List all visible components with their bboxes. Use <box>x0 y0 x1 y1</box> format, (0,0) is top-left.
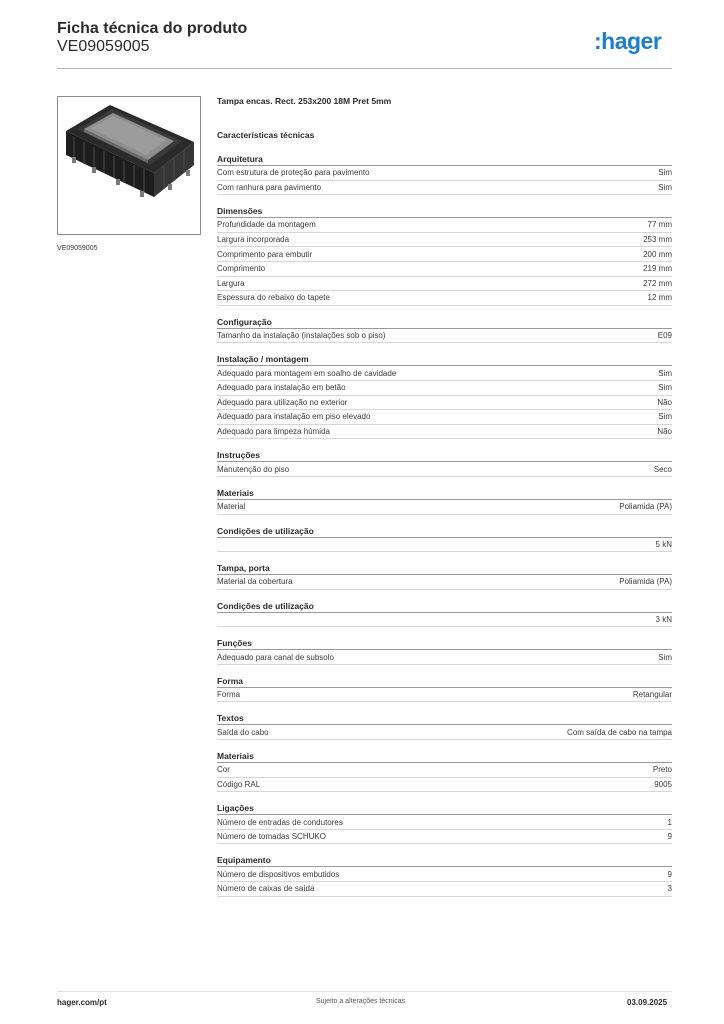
spec-row <box>217 291 672 306</box>
product-name: Tampa encas. Rect. 253x200 18M Pret 5mm <box>217 96 392 106</box>
spec-group-title: Funções <box>217 637 672 650</box>
page-title: Ficha técnica do produto <box>57 20 248 37</box>
spec-value: 3 kN <box>655 614 672 624</box>
spec-group <box>217 487 672 515</box>
spec-label: Cor <box>217 765 230 775</box>
spec-value: Seco <box>653 464 672 474</box>
spec-groups <box>217 153 672 897</box>
spec-group <box>217 205 672 306</box>
spec-label: Código RAL <box>217 779 261 789</box>
spec-value: 253 mm <box>643 235 672 245</box>
section-heading: Características técnicas <box>217 130 315 140</box>
spec-row <box>217 247 672 262</box>
spec-row <box>217 329 672 344</box>
spec-group-title: Tampa, porta <box>217 562 672 575</box>
spec-row <box>217 396 672 411</box>
spec-group <box>217 802 672 844</box>
product-image <box>57 96 201 235</box>
spec-label: Largura incorporada <box>217 235 290 245</box>
spec-value: 272 mm <box>643 278 672 288</box>
spec-value: Sim <box>658 412 672 422</box>
spec-value: 3 <box>667 884 672 894</box>
spec-value: Sim <box>658 652 672 662</box>
spec-group-title: Instruções <box>217 449 672 462</box>
spec-group <box>217 600 672 628</box>
spec-row <box>217 882 672 897</box>
spec-value: E09 <box>657 331 672 341</box>
spec-label: Com ranhura para pavimento <box>217 182 322 192</box>
spec-label: Material da cobertura <box>217 577 293 587</box>
spec-group <box>217 750 672 792</box>
spec-value: 1 <box>667 817 672 827</box>
spec-row <box>217 500 672 515</box>
brand-logo: :hager <box>594 28 662 54</box>
spec-group <box>217 525 672 553</box>
spec-row <box>217 867 672 882</box>
image-caption: VE09059005 <box>57 245 98 252</box>
spec-group-title: Arquitetura <box>217 153 672 166</box>
spec-row <box>217 218 672 233</box>
spec-row <box>217 725 672 740</box>
spec-value: Sim <box>658 182 672 192</box>
spec-label: Forma <box>217 690 241 700</box>
spec-row <box>217 613 672 628</box>
spec-row <box>217 688 672 703</box>
spec-label: Comprimento <box>217 264 266 274</box>
spec-group-title: Equipamento <box>217 854 672 867</box>
spec-row <box>217 425 672 440</box>
spec-label: Adequado para canal de subsolo <box>217 652 334 662</box>
spec-row <box>217 778 672 793</box>
spec-label: Número de dispositivos embutidos <box>217 869 340 879</box>
spec-label: Saída do cabo <box>217 727 269 737</box>
spec-label: Com estrutura de proteção para pavimento <box>217 168 370 178</box>
spec-content <box>217 96 672 897</box>
spec-label: Número de entradas de condutores <box>217 817 343 827</box>
spec-label: Tamanho da instalação (instalações sob o piso) <box>217 331 386 341</box>
spec-value: 5 kN <box>655 539 672 549</box>
spec-row <box>217 815 672 830</box>
spec-row <box>217 650 672 665</box>
spec-value: Com saída de cabo na tampa <box>567 727 672 737</box>
spec-group-title: Configuração <box>217 316 672 329</box>
spec-label: Comprimento para embutir <box>217 249 313 259</box>
spec-label: Adequado para instalação em betão <box>217 383 346 393</box>
spec-value: Não <box>657 427 672 437</box>
footer-date: 03.09.2025 <box>627 998 668 1007</box>
spec-label: Adequado para montagem em soalho de cavidade <box>217 368 397 378</box>
footer-divider <box>57 991 672 992</box>
spec-label: Largura <box>217 278 245 288</box>
spec-row <box>217 262 672 277</box>
spec-value: 9005 <box>654 779 672 789</box>
spec-row <box>217 166 672 181</box>
spec-label: Adequado para utilização no exterior <box>217 397 348 407</box>
spec-value: 219 mm <box>643 264 672 274</box>
spec-value: 12 mm <box>647 293 672 303</box>
spec-value: Poliamida (PA) <box>619 577 672 587</box>
spec-group <box>217 316 672 344</box>
spec-label: Manutenção do piso <box>217 464 290 474</box>
spec-group <box>217 854 672 896</box>
spec-label: Número de tomadas SCHUKO <box>217 832 326 842</box>
spec-value: 200 mm <box>643 249 672 259</box>
spec-value: Sim <box>658 368 672 378</box>
footer-notice: Sujeito a alterações técnicas <box>316 998 406 1005</box>
spec-row <box>217 538 672 553</box>
spec-group-title: Textos <box>217 712 672 725</box>
spec-group <box>217 675 672 703</box>
spec-row <box>217 763 672 778</box>
spec-group-title: Condições de utilização <box>217 600 672 613</box>
spec-group <box>217 712 672 740</box>
spec-group <box>217 153 672 195</box>
spec-value: Poliamida (PA) <box>619 502 672 512</box>
spec-row <box>217 830 672 845</box>
spec-row <box>217 233 672 248</box>
spec-row <box>217 575 672 590</box>
spec-row <box>217 277 672 292</box>
spec-group-title: Condições de utilização <box>217 525 672 538</box>
spec-label: Número de caixas de saída <box>217 884 315 894</box>
spec-row <box>217 181 672 196</box>
floor-box-cover-icon <box>58 97 200 234</box>
spec-label: Adequado para instalação em piso elevado <box>217 412 371 422</box>
spec-value: Não <box>657 397 672 407</box>
spec-value: Sim <box>658 383 672 393</box>
spec-row <box>217 462 672 477</box>
spec-group <box>217 449 672 477</box>
spec-value: 77 mm <box>647 220 672 230</box>
spec-label: Material <box>217 502 246 512</box>
spec-group-title: Dimensões <box>217 205 672 218</box>
spec-group-title: Materiais <box>217 487 672 500</box>
spec-row <box>217 410 672 425</box>
spec-label: Adequado para limpeza húmida <box>217 427 330 437</box>
spec-value: Preto <box>652 765 672 775</box>
spec-group-title: Forma <box>217 675 672 688</box>
spec-group <box>217 562 672 590</box>
spec-row <box>217 366 672 381</box>
spec-row <box>217 381 672 396</box>
spec-group-title: Instalação / montagem <box>217 353 672 366</box>
spec-value: Sim <box>658 168 672 178</box>
spec-group-title: Ligações <box>217 802 672 815</box>
product-code: VE09059005 <box>57 38 150 55</box>
spec-group-title: Materiais <box>217 750 672 763</box>
spec-value: 9 <box>667 869 672 879</box>
footer-website-link[interactable]: hager.com/pt <box>57 998 107 1007</box>
spec-label: Profundidade da montagem <box>217 220 316 230</box>
spec-label: Espessura do rebaixo do tapete <box>217 293 330 303</box>
spec-value: 9 <box>667 832 672 842</box>
spec-group <box>217 353 672 439</box>
spec-group <box>217 637 672 665</box>
spec-value: Retangular <box>632 690 672 700</box>
header-divider <box>57 68 672 69</box>
